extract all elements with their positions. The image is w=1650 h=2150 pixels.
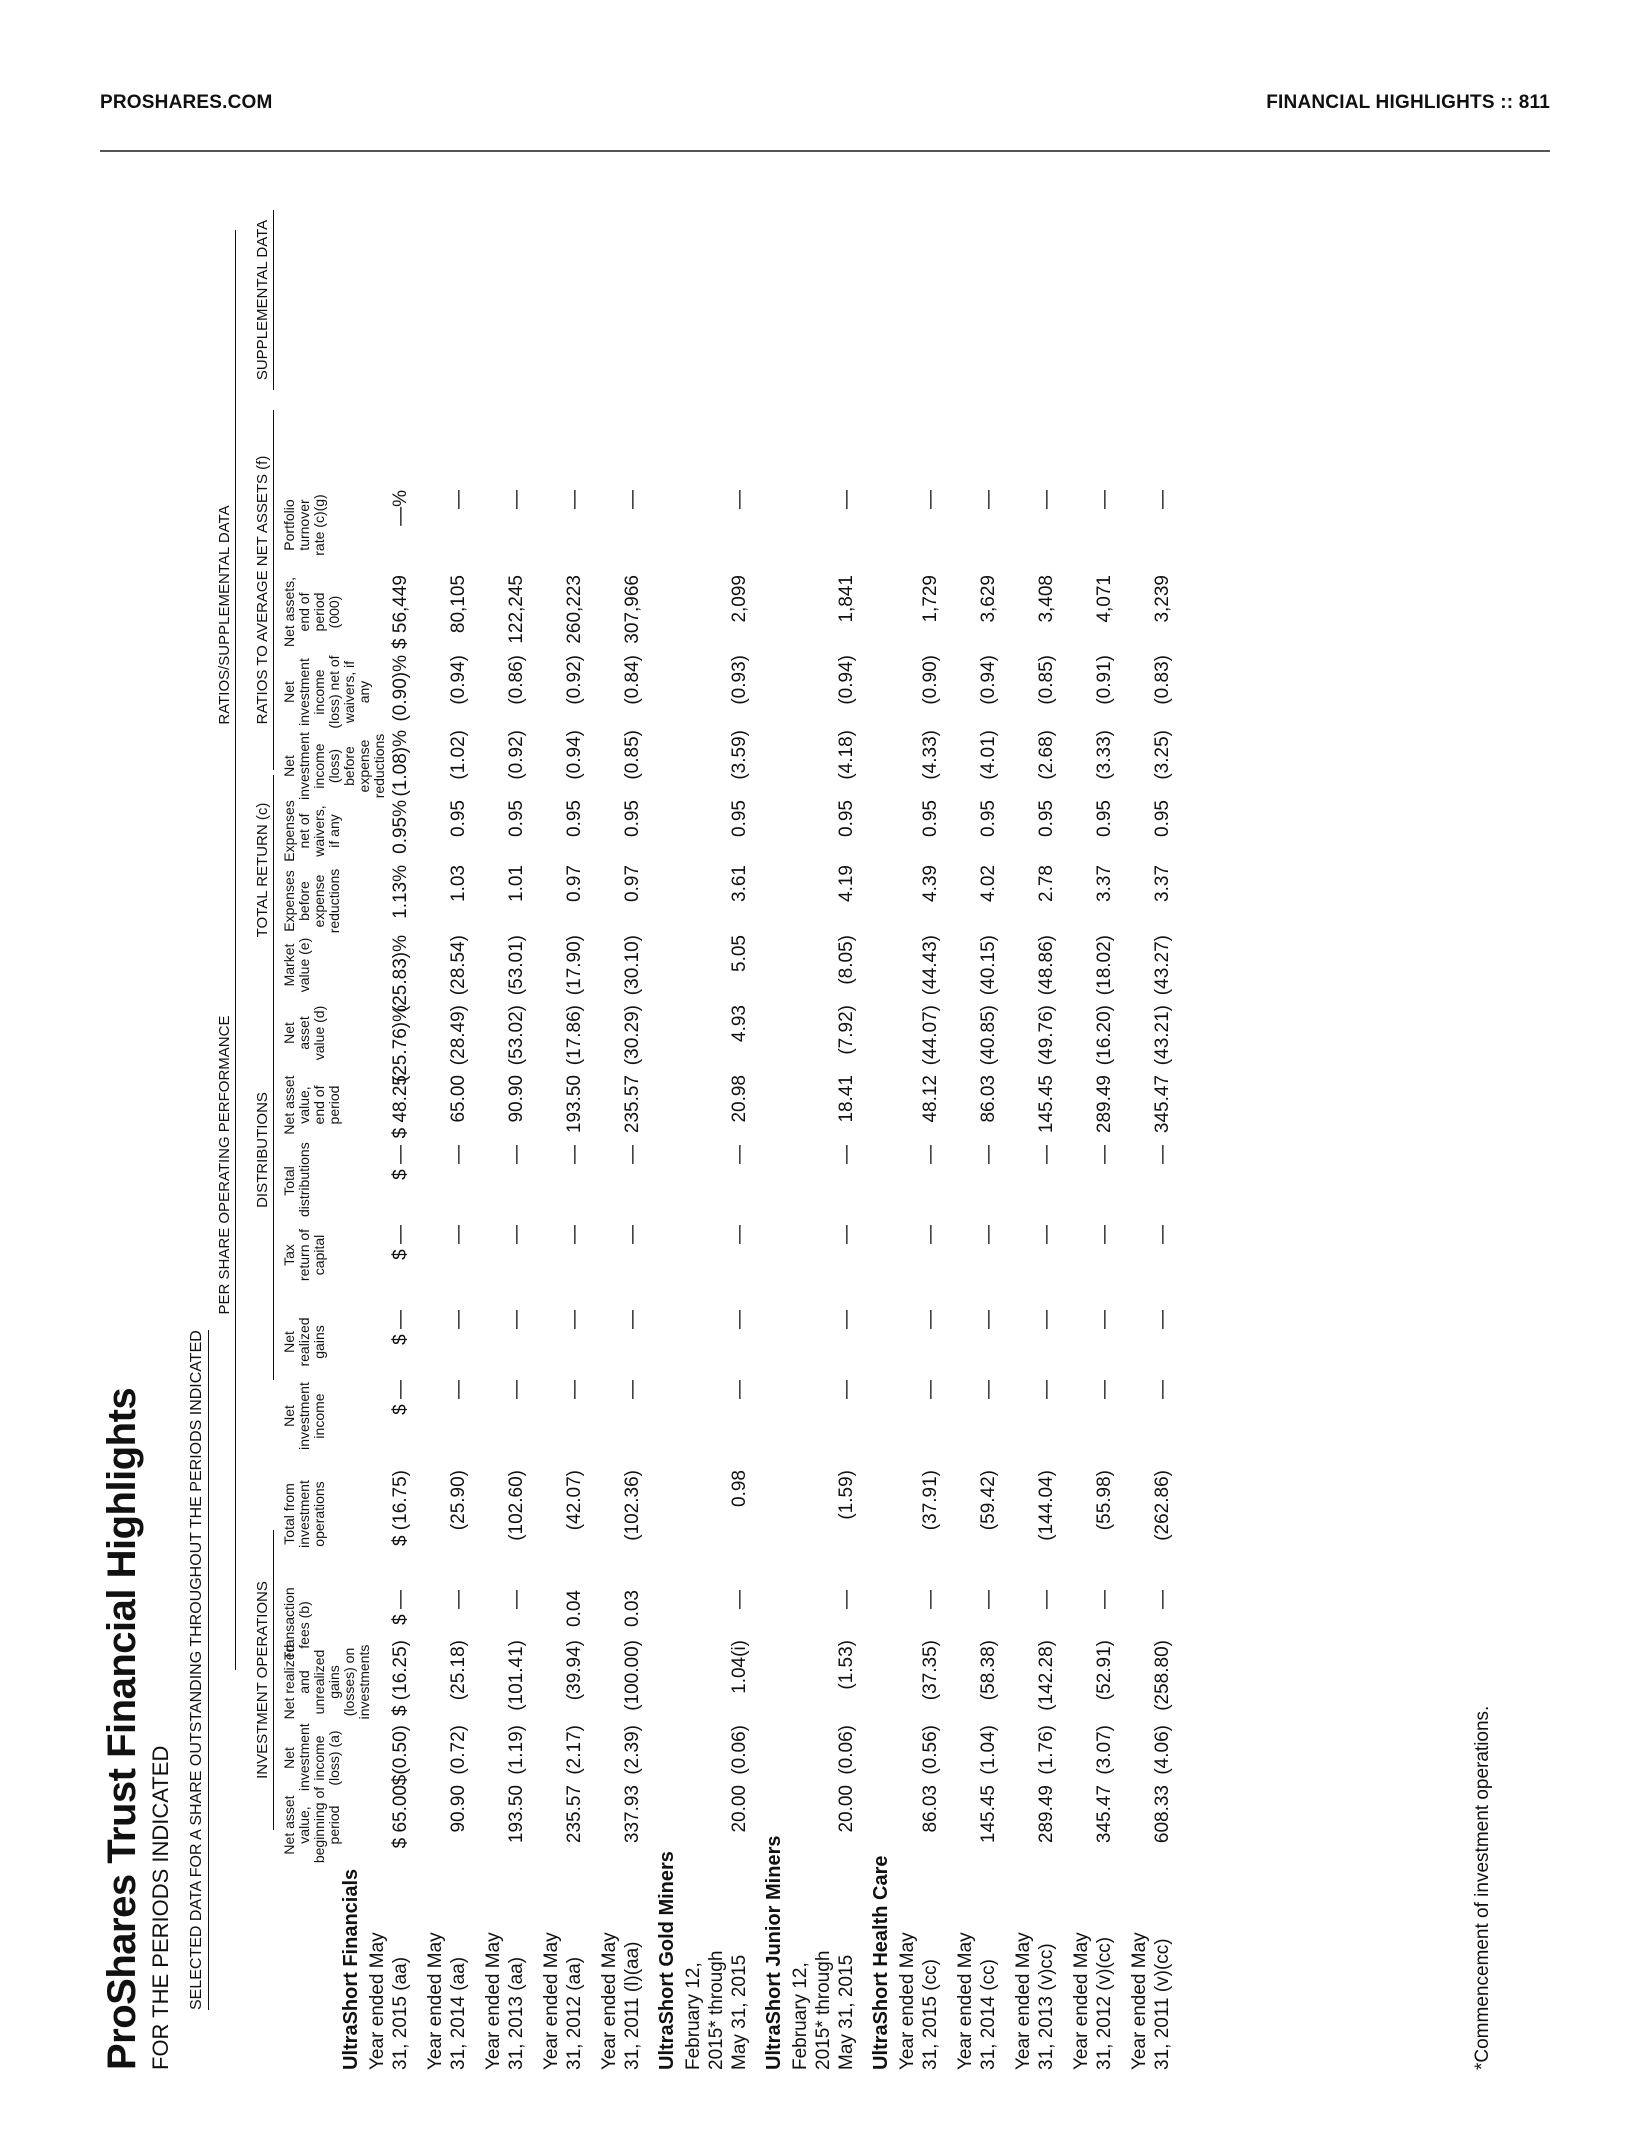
- table-cell: (0.92): [506, 730, 527, 780]
- row-label-line: Year ended May: [955, 1932, 976, 2070]
- table-cell: (7.92): [836, 1005, 857, 1055]
- table-cell: (0.83): [1152, 655, 1173, 705]
- distributions-heading: DISTRIBUTIONS: [254, 920, 274, 1380]
- table-cell: (100.00): [622, 1640, 643, 1711]
- table-cell: 0.95: [1152, 800, 1173, 837]
- table-cell: 0.97: [622, 865, 643, 902]
- table-cell: —: [564, 1145, 585, 1164]
- table-cell: 235.57: [564, 1785, 585, 1844]
- table-cell: —: [506, 1380, 527, 1399]
- table-cell: —: [978, 1380, 999, 1399]
- table-cell: 86.03: [978, 1075, 999, 1123]
- header-divider: [100, 150, 1550, 152]
- table-cell: —: [1152, 1225, 1173, 1244]
- investment-operations-heading: INVESTMENT OPERATIONS: [254, 1530, 274, 1830]
- table-cell: (30.10): [622, 935, 643, 996]
- table-cell: 0.95: [564, 800, 585, 837]
- row-label-line: May 31, 2015: [836, 1954, 857, 2070]
- row-label-line: Year ended May: [541, 1932, 562, 2070]
- table-cell: —: [506, 490, 527, 509]
- row-label: [682, 1951, 751, 2070]
- table-cell: 345.47: [1094, 1785, 1115, 1844]
- table-cell: —: [1036, 1590, 1057, 1609]
- table-cell: (48.86): [1036, 935, 1057, 996]
- table-cell: (8.05): [836, 935, 857, 985]
- table-cell: 0.95: [729, 800, 750, 837]
- table-cell: (3.07): [1094, 1725, 1115, 1775]
- table-cell: (44.43): [920, 935, 941, 996]
- table-cell: (59.42): [978, 1470, 999, 1531]
- table-cell: —: [448, 490, 469, 509]
- column-header: Net investment income (loss) before expense reductions: [281, 732, 387, 800]
- table-cell: 3.61: [729, 865, 750, 902]
- table-cell: (0.90): [920, 655, 941, 705]
- total-return-heading: TOTAL RETURN (c): [254, 775, 274, 965]
- table-cell: 65.00: [448, 1075, 469, 1123]
- table-cell: —: [836, 1590, 857, 1609]
- row-label: [424, 1932, 470, 2070]
- table-cell: (4.06): [1152, 1725, 1173, 1775]
- per-share-heading: PER SHARE OPERATING PERFORMANCE: [216, 660, 236, 1670]
- table-cell: 90.90: [506, 1075, 527, 1123]
- table-cell: 86.03: [920, 1785, 941, 1833]
- row-label: [598, 1932, 644, 2070]
- table-cell: 0.95: [978, 800, 999, 837]
- table-cell: —: [729, 490, 750, 509]
- row-label: [1012, 1932, 1058, 2070]
- table-cell: 0.95: [622, 800, 643, 837]
- table-cell: (2.17): [564, 1725, 585, 1775]
- table-cell: 235.57: [622, 1075, 643, 1134]
- row-label-line: February 12,: [683, 1962, 704, 2070]
- table-cell: —: [920, 1590, 941, 1609]
- table-cell: (1.08)%: [390, 730, 411, 797]
- table-cell: 3.37: [1152, 865, 1173, 902]
- table-cell: —: [448, 1380, 469, 1399]
- column-header: Tax return of capital: [281, 1228, 327, 1282]
- selected-data-heading: SELECTED DATA FOR A SHARE OUTSTANDING THROUGHOUT THE PERIODS INDICATED: [188, 1330, 209, 2010]
- table-cell: —: [978, 1590, 999, 1609]
- table-cell: 3.37: [1094, 865, 1115, 902]
- table-cell: 0.95: [448, 800, 469, 837]
- table-cell: 4.93: [729, 1005, 750, 1042]
- table-cell: (39.94): [564, 1640, 585, 1701]
- table-cell: (43.21): [1152, 1005, 1173, 1066]
- table-cell: —: [564, 1310, 585, 1329]
- table-cell: $ —: [390, 1590, 411, 1625]
- row-label-line: Year ended May: [599, 1932, 620, 2070]
- row-label-line: 31, 2013 (aa): [506, 1956, 527, 2070]
- row-label: [896, 1932, 942, 2070]
- table-cell: 608.33: [1152, 1785, 1173, 1844]
- table-cell: —: [920, 1380, 941, 1399]
- table-cell: —: [1152, 490, 1173, 509]
- table-cell: (0.56): [920, 1725, 941, 1775]
- table-cell: (18.02): [1094, 935, 1115, 996]
- table-cell: —: [1152, 1590, 1173, 1609]
- table-cell: (2.68): [1036, 730, 1057, 780]
- row-label-line: Year ended May: [367, 1932, 388, 2070]
- table-cell: 4.39: [920, 865, 941, 902]
- table-cell: 122,245: [506, 575, 527, 644]
- table-cell: (3.25): [1152, 730, 1173, 780]
- table-cell: 0.95: [836, 800, 857, 837]
- column-header: Market value (e): [281, 937, 312, 993]
- table-cell: 289.49: [1094, 1075, 1115, 1134]
- table-cell: (40.85): [978, 1005, 999, 1066]
- site-url: PROSHARES.COM: [100, 92, 273, 113]
- table-cell: (17.86): [564, 1005, 585, 1066]
- table-cell: —: [1036, 1380, 1057, 1399]
- page-title: ProShares Trust Financial Highlights: [100, 1387, 144, 2070]
- row-label-line: Year ended May: [425, 1932, 446, 2070]
- page-subtitle: FOR THE PERIODS INDICATED: [148, 1745, 173, 2070]
- table-cell: —: [729, 1145, 750, 1164]
- table-cell: —: [978, 1310, 999, 1329]
- table-cell: $ —: [390, 1145, 411, 1180]
- row-label: [366, 1932, 412, 2070]
- table-cell: —%: [390, 490, 411, 526]
- table-cell: $ —: [390, 1310, 411, 1345]
- table-cell: —: [1152, 1145, 1173, 1164]
- table-cell: —: [836, 1310, 857, 1329]
- table-cell: $ (16.25): [390, 1640, 411, 1717]
- table-cell: 4,071: [1094, 575, 1115, 623]
- row-label-line: Year ended May: [1129, 1932, 1150, 2070]
- table-cell: 80,105: [448, 575, 469, 634]
- table-cell: (1.02): [448, 730, 469, 780]
- table-cell: 345.47: [1152, 1075, 1173, 1134]
- row-label: [954, 1932, 1000, 2070]
- table-cell: —: [978, 1145, 999, 1164]
- table-cell: —: [1094, 1380, 1115, 1399]
- section-heading: UltraShort Financials: [340, 1868, 362, 2070]
- table-cell: (28.54): [448, 935, 469, 996]
- table-cell: (0.85): [622, 730, 643, 780]
- table-cell: —: [448, 1310, 469, 1329]
- table-cell: —: [622, 1145, 643, 1164]
- row-label-line: 2015* through: [813, 1950, 834, 2070]
- row-label-line: February 12,: [790, 1962, 811, 2070]
- table-cell: 0.04: [564, 1590, 585, 1627]
- table-cell: (142.28): [1036, 1640, 1057, 1711]
- table-cell: (25.90): [448, 1470, 469, 1531]
- row-label-line: 31, 2015 (cc): [920, 1959, 941, 2070]
- row-label: [789, 1951, 858, 2070]
- row-label-line: Year ended May: [483, 1932, 504, 2070]
- row-label-line: 31, 2012 (v)(cc): [1094, 1936, 1115, 2070]
- table-cell: 3,408: [1036, 575, 1057, 623]
- table-cell: (1.53): [836, 1640, 857, 1690]
- table-cell: (25.18): [448, 1640, 469, 1701]
- table-cell: —: [506, 1225, 527, 1244]
- table-cell: —: [1036, 1310, 1057, 1329]
- table-cell: (28.49): [448, 1005, 469, 1066]
- table-cell: (0.94): [448, 655, 469, 705]
- table-cell: (42.07): [564, 1470, 585, 1531]
- table-cell: (55.98): [1094, 1470, 1115, 1531]
- table-cell: $ 56,449: [390, 575, 411, 649]
- column-header: Net realized and unrealized gains (losses) on investments: [281, 1644, 372, 1720]
- table-cell: —: [1094, 1145, 1115, 1164]
- row-label-line: 31, 2011 (v)(cc): [1152, 1938, 1173, 2070]
- row-label-line: Year ended May: [1013, 1932, 1034, 2070]
- table-cell: —: [729, 1225, 750, 1244]
- section-heading: UltraShort Gold Miners: [656, 1851, 678, 2070]
- ratios-heading: RATIOS/SUPPLEMENTAL DATA: [216, 230, 236, 1000]
- row-label-line: 31, 2015 (aa): [390, 1956, 411, 2070]
- table-cell: 1.04(i): [729, 1640, 750, 1694]
- table-cell: —: [729, 1380, 750, 1399]
- table-cell: (58.38): [978, 1640, 999, 1701]
- table-cell: 0.95: [920, 800, 941, 837]
- table-cell: —: [920, 1145, 941, 1164]
- row-label-line: 31, 2011 (l)(aa): [622, 1941, 643, 2070]
- table-cell: 18.41: [836, 1075, 857, 1123]
- table-cell: (0.94): [564, 730, 585, 780]
- table-cell: (1.76): [1036, 1725, 1057, 1775]
- table-cell: —: [1152, 1380, 1173, 1399]
- table-cell: $ —: [390, 1380, 411, 1415]
- table-cell: (30.29): [622, 1005, 643, 1066]
- table-cell: (25.76)%: [390, 1005, 411, 1083]
- table-cell: 307,966: [622, 575, 643, 644]
- table-cell: —: [729, 1590, 750, 1609]
- table-cell: (43.27): [1152, 935, 1173, 996]
- table-cell: $ 65.00: [390, 1785, 411, 1849]
- table-cell: 0.95: [506, 800, 527, 837]
- section-heading: UltraShort Health Care: [870, 1855, 892, 2070]
- table-cell: (0.91): [1094, 655, 1115, 705]
- column-header: Net investment income (loss) net of waivers, if any: [281, 655, 372, 729]
- table-cell: (16.20): [1094, 1005, 1115, 1066]
- table-cell: 4.19: [836, 865, 857, 902]
- table-cell: 4.02: [978, 865, 999, 902]
- table-cell: —: [448, 1225, 469, 1244]
- table-cell: (4.01): [978, 730, 999, 780]
- section-heading: UltraShort Junior Miners: [763, 1835, 785, 2070]
- table-cell: (3.33): [1094, 730, 1115, 780]
- table-cell: (1.04): [978, 1725, 999, 1775]
- table-cell: —: [836, 1145, 857, 1164]
- table-cell: 193.50: [564, 1075, 585, 1134]
- table-cell: —: [506, 1590, 527, 1609]
- table-cell: 1.13%: [390, 865, 411, 919]
- table-cell: 1.01: [506, 865, 527, 902]
- table-cell: —: [506, 1145, 527, 1164]
- table-cell: 20.00: [729, 1785, 750, 1833]
- column-header: Net asset value, beginning of period: [281, 1786, 342, 1864]
- table-cell: (102.36): [622, 1470, 643, 1541]
- column-header: Total distributions: [281, 1142, 312, 1217]
- table-cell: (40.15): [978, 935, 999, 996]
- table-cell: (1.19): [506, 1725, 527, 1775]
- row-label: [540, 1932, 586, 2070]
- table-cell: —: [920, 490, 941, 509]
- column-header: Expenses before expense reductions: [281, 868, 342, 934]
- table-cell: 0.95%: [390, 800, 411, 854]
- table-cell: —: [920, 1225, 941, 1244]
- column-header: Net asset value (d): [281, 1005, 327, 1061]
- column-header: Net asset value, end of period: [281, 1075, 342, 1135]
- table-cell: —: [622, 1310, 643, 1329]
- table-cell: (1.59): [836, 1470, 857, 1520]
- table-cell: (0.06): [729, 1725, 750, 1775]
- footnote: *Commencement of investment operations.: [1472, 1705, 1493, 2070]
- row-label-line: 31, 2013 (v)cc): [1036, 1943, 1057, 2070]
- table-cell: —: [448, 1145, 469, 1164]
- table-cell: $ 48.25: [390, 1075, 411, 1139]
- table-cell: 1,729: [920, 575, 941, 623]
- row-label-line: 31, 2014 (aa): [448, 1956, 469, 2070]
- table-cell: (3.59): [729, 730, 750, 780]
- table-cell: (102.60): [506, 1470, 527, 1541]
- table-cell: (144.04): [1036, 1470, 1057, 1541]
- table-cell: —: [622, 1380, 643, 1399]
- table-cell: (52.91): [1094, 1640, 1115, 1701]
- table-cell: (0.85): [1036, 655, 1057, 705]
- table-cell: —: [1036, 1225, 1057, 1244]
- row-label: [1128, 1932, 1174, 2070]
- table-cell: —: [1036, 490, 1057, 509]
- table-cell: (0.90)%: [390, 655, 411, 722]
- table-cell: $ —: [390, 1225, 411, 1260]
- row-label-line: May 31, 2015: [729, 1954, 750, 2070]
- column-header: Expenses net of waivers, if any: [281, 800, 342, 862]
- table-cell: 90.90: [448, 1785, 469, 1833]
- table-cell: —: [836, 1380, 857, 1399]
- column-header: Transaction fees (b): [281, 1587, 312, 1660]
- table-cell: —: [836, 490, 857, 509]
- supplemental-heading: SUPPLEMENTAL DATA: [254, 210, 274, 390]
- table-cell: —: [978, 1225, 999, 1244]
- table-cell: (0.86): [506, 655, 527, 705]
- table-cell: $ (16.75): [390, 1470, 411, 1547]
- table-cell: 145.45: [978, 1785, 999, 1844]
- table-cell: —: [564, 490, 585, 509]
- column-header: Net investment income: [281, 1382, 327, 1450]
- rotated-table-page: [100, 170, 1550, 2070]
- table-cell: 48.12: [920, 1075, 941, 1123]
- table-cell: —: [622, 490, 643, 509]
- table-cell: —: [1094, 1310, 1115, 1329]
- table-cell: 1,841: [836, 575, 857, 623]
- table-cell: —: [506, 1310, 527, 1329]
- table-cell: 20.98: [729, 1075, 750, 1123]
- table-cell: 0.95: [1036, 800, 1057, 837]
- table-cell: (0.84): [622, 655, 643, 705]
- table-cell: —: [1094, 490, 1115, 509]
- table-cell: $(0.50): [390, 1725, 411, 1786]
- table-cell: 260,223: [564, 575, 585, 644]
- table-cell: (53.02): [506, 1005, 527, 1066]
- table-cell: 3,239: [1152, 575, 1173, 623]
- table-cell: (53.01): [506, 935, 527, 996]
- table-cell: (49.76): [1036, 1005, 1057, 1066]
- table-cell: (37.35): [920, 1640, 941, 1701]
- table-cell: (0.94): [836, 655, 857, 705]
- table-cell: —: [622, 1225, 643, 1244]
- table-cell: (0.94): [978, 655, 999, 705]
- table-cell: (37.91): [920, 1470, 941, 1531]
- table-cell: 0.95: [1094, 800, 1115, 837]
- table-cell: —: [1094, 1590, 1115, 1609]
- table-cell: 1.03: [448, 865, 469, 902]
- table-cell: (258.80): [1152, 1640, 1173, 1711]
- table-cell: 289.49: [1036, 1785, 1057, 1844]
- column-header: Net assets, end of period (000): [281, 576, 342, 648]
- table-cell: 193.50: [506, 1785, 527, 1844]
- table-cell: 3,629: [978, 575, 999, 623]
- table-cell: —: [564, 1225, 585, 1244]
- table-cell: 145.45: [1036, 1075, 1057, 1134]
- table-cell: (0.93): [729, 655, 750, 705]
- row-label: [482, 1932, 528, 2070]
- ratios-average-heading: RATIOS TO AVERAGE NET ASSETS (f): [254, 410, 274, 770]
- column-header: Net investment income (loss) (a): [281, 1723, 342, 1791]
- table-cell: 20.00: [836, 1785, 857, 1833]
- table-cell: —: [1094, 1225, 1115, 1244]
- column-header: Net realized gains: [281, 1317, 327, 1367]
- row-label-line: Year ended May: [1071, 1932, 1092, 2070]
- table-cell: (0.72): [448, 1725, 469, 1775]
- table-cell: —: [836, 1225, 857, 1244]
- column-header: Portfolio turnover rate (c)(g): [281, 494, 327, 556]
- column-header: Total from investment operations: [281, 1480, 327, 1548]
- table-cell: —: [1152, 1310, 1173, 1329]
- table-cell: 0.98: [729, 1470, 750, 1507]
- table-cell: 2,099: [729, 575, 750, 623]
- table-cell: (4.18): [836, 730, 857, 780]
- table-cell: (44.07): [920, 1005, 941, 1066]
- row-label-line: Year ended May: [897, 1932, 918, 2070]
- page-section-title: FINANCIAL HIGHLIGHTS :: 811: [1266, 92, 1550, 113]
- table-cell: (4.33): [920, 730, 941, 780]
- table-cell: (2.39): [622, 1725, 643, 1775]
- table-cell: 5.05: [729, 935, 750, 972]
- table-cell: —: [729, 1310, 750, 1329]
- row-label-line: 31, 2014 (cc): [978, 1959, 999, 2070]
- table-cell: (0.92): [564, 655, 585, 705]
- table-cell: (25.83)%: [390, 935, 411, 1013]
- table-cell: 0.97: [564, 865, 585, 902]
- table-cell: 0.03: [622, 1590, 643, 1627]
- table-cell: —: [1036, 1145, 1057, 1164]
- table-cell: —: [564, 1380, 585, 1399]
- table-cell: —: [448, 1590, 469, 1609]
- table-cell: —: [920, 1310, 941, 1329]
- table-cell: (101.41): [506, 1640, 527, 1711]
- row-label: [1070, 1932, 1116, 2070]
- table-cell: 2.78: [1036, 865, 1057, 902]
- row-label-line: 2015* through: [706, 1950, 727, 2070]
- table-cell: —: [978, 490, 999, 509]
- table-cell: (17.90): [564, 935, 585, 996]
- table-cell: (0.06): [836, 1725, 857, 1775]
- row-label-line: 31, 2012 (aa): [564, 1956, 585, 2070]
- table-cell: 337.93: [622, 1785, 643, 1844]
- table-cell: (262.86): [1152, 1470, 1173, 1541]
